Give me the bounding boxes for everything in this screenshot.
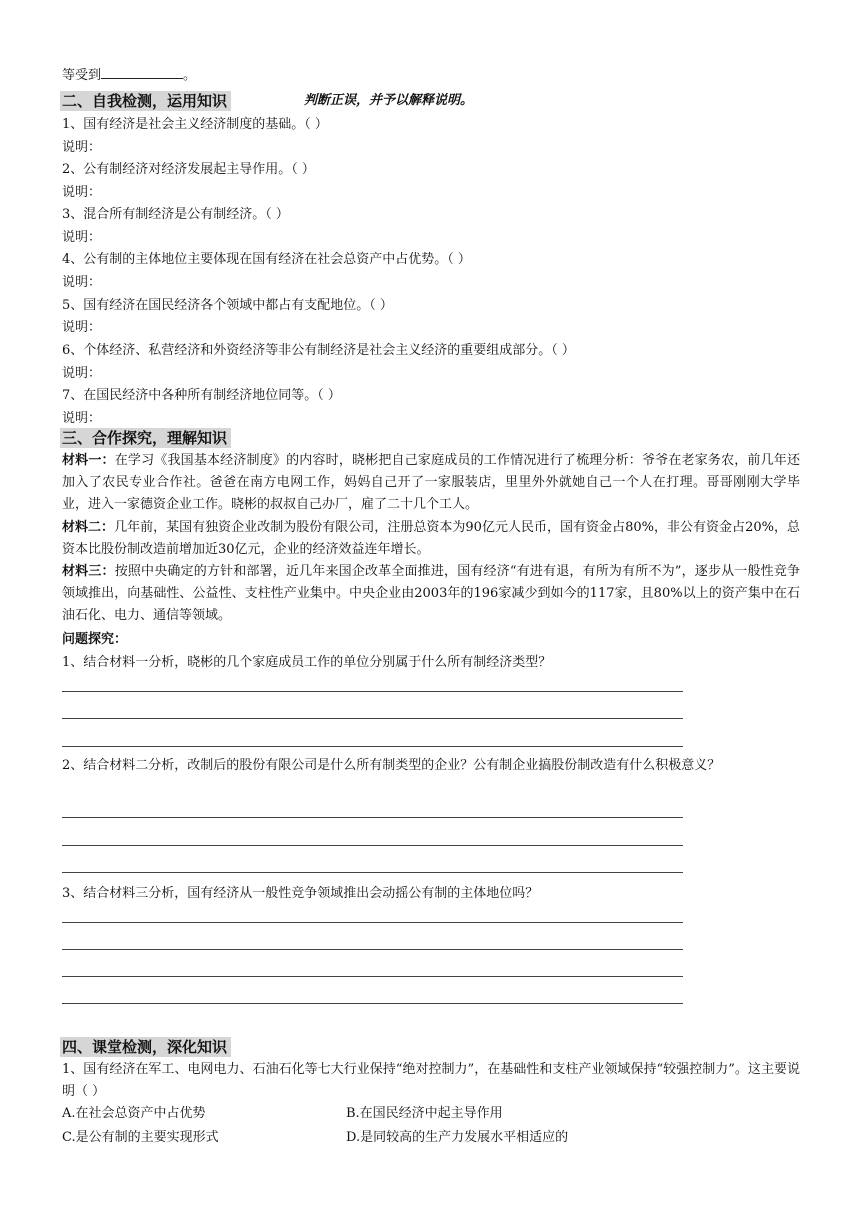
section3-title: 三、合作探究，理解知识 xyxy=(60,428,231,448)
judge-question-2: 2、公有制经济对经济发展起主导作用。（ ） xyxy=(62,162,315,177)
material-2 xyxy=(62,517,800,561)
answer-line[interactable] xyxy=(62,718,683,719)
option-a[interactable]: A.在社会总资产中占优势 xyxy=(62,1106,206,1121)
answer-line[interactable] xyxy=(62,872,683,873)
judge-question-4: 4、公有制的主体地位主要体现在国有经济在社会总资产中占优势。（ ） xyxy=(62,252,471,267)
judge-note-3[interactable]: 说明： xyxy=(62,230,102,245)
material-3-label: 材料三： xyxy=(62,564,115,579)
option-c[interactable]: C.是公有制的主要实现形式 xyxy=(62,1130,219,1145)
judge-question-1: 1、国有经济是社会主义经济制度的基础。（ ） xyxy=(62,117,328,132)
inquiry-question-3: 3、结合材料三分析，国有经济从一般性竞争领域推出会动摇公有制的主体地位吗？ xyxy=(62,886,539,901)
judge-note-1[interactable]: 说明： xyxy=(62,140,102,155)
top-fill-text: 等受到 xyxy=(62,68,102,83)
question-header: 问题探究： xyxy=(62,632,128,647)
answer-line[interactable] xyxy=(62,817,683,818)
section4-title: 四、课堂检测，深化知识 xyxy=(60,1037,231,1057)
material-2-text: 几年前，某国有独资企业改制为股份有限公司，注册总资本为90亿元人民币，国有资金占80%，非公有资金占20%，总资本比股份制改造前增加近30亿元，企业的经济效益连年增长。 xyxy=(62,520,800,557)
answer-line[interactable] xyxy=(62,922,683,923)
section2-instruction: 判断正误，并予以解释说明。 xyxy=(304,93,474,108)
material-2-label: 材料二： xyxy=(62,520,115,535)
answer-line[interactable] xyxy=(62,1003,683,1004)
answer-blank[interactable] xyxy=(101,64,183,79)
material-3 xyxy=(62,561,800,627)
option-b[interactable]: B.在国民经济中起主导作用 xyxy=(346,1106,503,1121)
judge-note-7[interactable]: 说明： xyxy=(62,411,102,426)
option-d[interactable]: D.是同较高的生产力发展水平相适应的 xyxy=(346,1130,569,1145)
judge-question-3: 3、混合所有制经济是公有制经济。（ ） xyxy=(62,207,289,222)
judge-question-5: 5、国有经济在国民经济各个领域中都占有支配地位。（ ） xyxy=(62,298,393,313)
judge-note-4[interactable]: 说明： xyxy=(62,275,102,290)
answer-line[interactable] xyxy=(62,976,683,977)
material-1-label: 材料一： xyxy=(62,453,115,468)
mc-question-1: 1、国有经济在军工、电网电力、石油石化等七大行业保持“绝对控制力”，在基础性和支柱产业领域保持“较强控制力”。这主要说明（ ） xyxy=(62,1062,800,1099)
judge-note-6[interactable]: 说明： xyxy=(62,366,102,381)
answer-line[interactable] xyxy=(62,949,683,950)
answer-line[interactable] xyxy=(62,746,683,747)
judge-question-7: 7、在国民经济中各种所有制经济地位同等。（ ） xyxy=(62,388,341,403)
top-fill-line xyxy=(62,64,196,85)
material-1 xyxy=(62,450,800,516)
material-3-text: 按照中央确定的方针和部署，近几年来国企改革全面推进，国有经济“有进有退，有所为有所不为”，逐步从一般性竞争领域推出，向基础性、公益性、支柱性产业集中。中央企业由2003年的196家减少到如今的117家，且80%以上的资产集中在石油石化、电力、通信等领域。 xyxy=(62,564,800,623)
top-fill-end: 。 xyxy=(183,68,197,83)
inquiry-question-2: 2、结合材料二分析，改制后的股份有限公司是什么所有制类型的企业？公有制企业搞股份制改造有什么积极意义？ xyxy=(62,758,721,773)
inquiry-question-1: 1、结合材料一分析，晓彬的几个家庭成员工作的单位分别属于什么所有制经济类型？ xyxy=(62,655,552,670)
judge-question-6: 6、个体经济、私营经济和外资经济等非公有制经济是社会主义经济的重要组成部分。（ ） xyxy=(62,343,575,358)
material-1-text: 在学习《我国基本经济制度》的内容时，晓彬把自己家庭成员的工作情况进行了梳理分析：爷爷在老家务农，前几年还加入了农民专业合作社。爸爸在南方电网工作，妈妈自己开了一家服装店，里里外外就她自己一个人在打理。哥哥刚刚大学毕业，进入一家德资企业工作。晓彬的叔叔自己办厂，雇了二十几个工人。 xyxy=(62,453,800,512)
section2-title: 二、自我检测，运用知识 xyxy=(60,91,231,111)
judge-note-2[interactable]: 说明： xyxy=(62,185,102,200)
judge-note-5[interactable]: 说明： xyxy=(62,320,102,335)
answer-line[interactable] xyxy=(62,845,683,846)
answer-line[interactable] xyxy=(62,691,683,692)
